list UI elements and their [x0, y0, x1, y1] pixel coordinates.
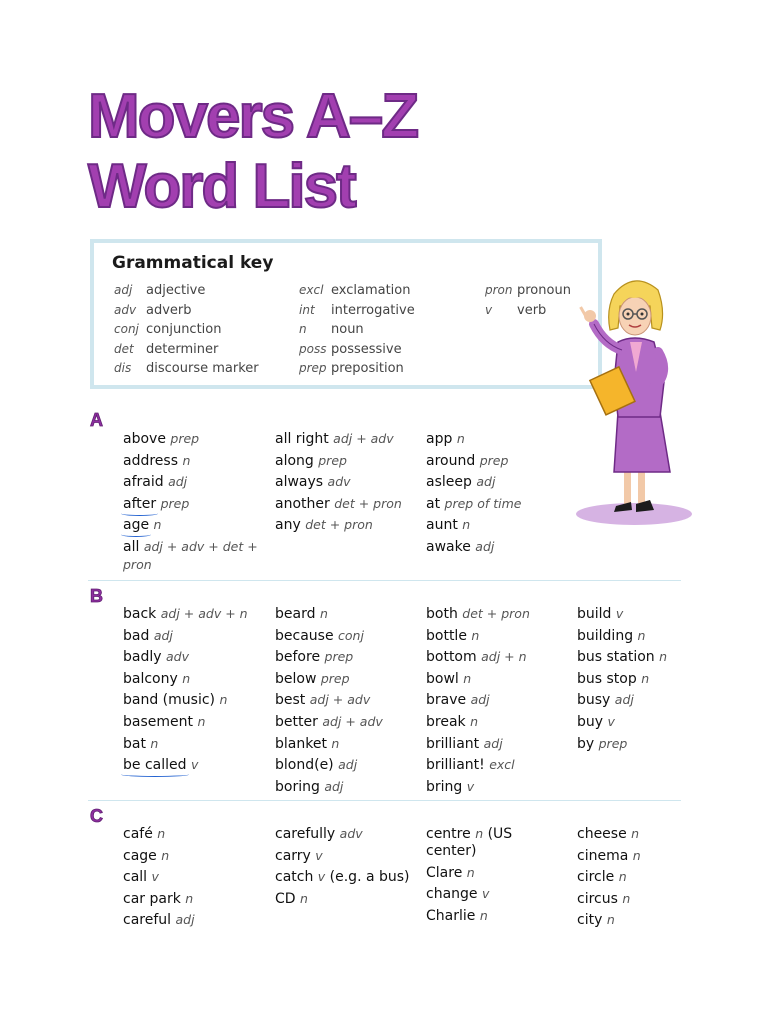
word-note: (e.g. a bus) — [329, 869, 410, 886]
word: change — [426, 886, 478, 903]
key-row — [299, 283, 415, 303]
word: bus stop — [577, 670, 637, 687]
word: bottle — [426, 627, 467, 644]
word-entry — [275, 627, 415, 645]
part-of-speech: n — [606, 912, 615, 928]
word-entry — [426, 495, 566, 513]
word-entry — [426, 825, 566, 860]
key-label: verb — [517, 302, 547, 318]
part-of-speech: n — [632, 847, 641, 863]
part-of-speech: n — [622, 890, 631, 906]
key-abbreviation: prep — [299, 361, 327, 375]
word-entry — [275, 778, 415, 796]
word: above — [123, 431, 166, 447]
word-entry — [426, 735, 566, 753]
word-entry — [577, 868, 717, 886]
part-of-speech: v — [151, 869, 159, 885]
word: below — [275, 670, 317, 687]
part-of-speech: prep of time — [444, 495, 522, 511]
section-b-column-3 — [426, 605, 566, 799]
word-entry — [123, 452, 263, 470]
word-entry — [426, 605, 566, 623]
word: all right — [275, 431, 329, 447]
part-of-speech: adj — [175, 912, 195, 928]
key-label: exclamation — [331, 283, 411, 298]
word: car park — [123, 890, 181, 907]
word: break — [426, 713, 466, 730]
part-of-speech: n — [463, 670, 472, 686]
part-of-speech: n — [153, 517, 162, 533]
word: build — [577, 606, 612, 622]
key-abbreviation: n — [299, 322, 307, 336]
word-entry — [577, 825, 717, 843]
word: bring — [426, 778, 463, 795]
key-row — [299, 361, 415, 381]
word-entry — [123, 627, 263, 645]
word: basement — [123, 713, 193, 730]
word-entry — [577, 691, 717, 709]
word: band (music) — [123, 692, 215, 709]
key-abbreviation: int — [299, 302, 315, 317]
word: bat — [123, 735, 146, 752]
part-of-speech: n — [631, 826, 640, 841]
part-of-speech: adj — [476, 474, 496, 490]
key-label: conjunction — [146, 322, 222, 337]
part-of-speech: n — [641, 670, 650, 686]
part-of-speech: n — [331, 735, 340, 751]
section-a-column-3 — [426, 430, 566, 560]
part-of-speech: n — [197, 713, 206, 729]
key-row — [114, 342, 259, 362]
key-row — [299, 322, 415, 342]
word-entry — [123, 473, 263, 491]
key-row — [114, 303, 259, 323]
section-letter-b: B — [90, 586, 103, 606]
word-entry — [275, 847, 415, 865]
part-of-speech: adv — [339, 826, 363, 841]
word-entry — [426, 907, 566, 925]
word: all — [123, 538, 140, 555]
word-entry — [123, 538, 263, 574]
grammatical-key-box — [90, 239, 602, 389]
word: awake — [426, 538, 471, 555]
title-line-2: Word List — [88, 152, 355, 221]
part-of-speech: n — [300, 890, 308, 906]
word-entry — [123, 691, 263, 709]
key-row — [485, 283, 571, 303]
word-entry — [275, 670, 415, 688]
word: Charlie — [426, 907, 476, 924]
word-entry — [275, 605, 415, 623]
word-entry — [123, 847, 263, 865]
word-entry — [426, 627, 566, 645]
word: balcony — [123, 670, 178, 687]
key-abbreviation: poss — [299, 341, 327, 356]
word-entry — [426, 648, 566, 666]
word-entry — [577, 911, 717, 929]
key-abbreviation: v — [485, 302, 493, 317]
word: best — [275, 692, 306, 709]
section-letter-a: A — [90, 410, 103, 430]
word-entry — [275, 648, 415, 666]
part-of-speech: adj — [614, 692, 634, 708]
word: carry — [275, 847, 311, 864]
word: cinema — [577, 847, 629, 864]
word: bottom — [426, 649, 477, 666]
word: call — [123, 869, 148, 886]
word: better — [275, 713, 318, 730]
word: blanket — [275, 735, 327, 752]
word-entry — [275, 735, 415, 753]
word: bus station — [577, 649, 655, 666]
word: because — [275, 627, 334, 644]
part-of-speech: n — [157, 826, 166, 841]
part-of-speech: v — [317, 869, 326, 885]
word: cage — [123, 847, 157, 864]
key-column-2 — [299, 283, 415, 381]
key-abbreviation: adv — [114, 302, 137, 317]
part-of-speech: det + pron — [305, 517, 373, 533]
word: Clare — [426, 864, 463, 881]
word: brave — [426, 692, 467, 709]
page-title — [88, 82, 417, 222]
word-entry — [275, 452, 415, 470]
word: CD — [275, 890, 296, 907]
word: around — [426, 452, 476, 469]
section-b-column-2 — [275, 605, 415, 799]
word-entry — [426, 516, 566, 534]
part-of-speech: adj — [153, 627, 173, 643]
key-row — [114, 283, 259, 303]
word: circle — [577, 869, 615, 886]
key-column-3 — [485, 283, 571, 322]
key-label: interrogative — [331, 302, 415, 318]
key-abbreviation: pron — [485, 283, 513, 297]
word-entry — [123, 648, 263, 666]
part-of-speech: n — [475, 826, 484, 841]
section-a-column-2 — [275, 430, 415, 538]
part-of-speech: n — [185, 890, 194, 906]
word: bad — [123, 627, 150, 644]
part-of-speech: n — [456, 431, 465, 446]
word-entry — [426, 473, 566, 491]
part-of-speech: prep — [320, 670, 350, 686]
word: before — [275, 649, 321, 666]
word-entry — [123, 825, 263, 843]
part-of-speech: adj + adv + n — [160, 606, 248, 621]
key-heading: Grammatical key — [112, 253, 274, 273]
word: along — [275, 452, 314, 469]
word-entry — [275, 756, 415, 774]
word: after — [123, 495, 157, 512]
word: carefully — [275, 826, 336, 842]
part-of-speech: prep — [598, 735, 628, 751]
word: age — [123, 517, 150, 534]
word-entry — [123, 868, 263, 886]
key-label: pronoun — [517, 283, 571, 298]
word: always — [275, 474, 324, 491]
part-of-speech: v — [481, 886, 490, 902]
part-of-speech: n — [659, 649, 668, 665]
part-of-speech: n — [182, 452, 191, 468]
part-of-speech: adj + adv + det + pron — [123, 538, 258, 572]
key-row — [485, 303, 571, 323]
part-of-speech: adj — [338, 757, 358, 773]
word-entry — [275, 473, 415, 491]
key-abbreviation: dis — [114, 361, 132, 375]
part-of-speech: prep — [160, 495, 190, 511]
section-c-column-3 — [426, 825, 566, 928]
part-of-speech: v — [607, 713, 615, 729]
word-entry — [426, 430, 566, 448]
key-row — [114, 322, 259, 342]
part-of-speech: n — [637, 627, 646, 643]
part-of-speech: n — [470, 713, 479, 729]
section-divider — [88, 580, 681, 581]
part-of-speech: v — [315, 847, 323, 863]
word: blond(e) — [275, 757, 334, 774]
word: another — [275, 495, 330, 512]
part-of-speech: n — [618, 869, 627, 885]
section-a-column-1 — [123, 430, 263, 578]
word-entry — [275, 495, 415, 513]
part-of-speech: adv — [165, 649, 189, 665]
part-of-speech: n — [150, 735, 159, 751]
key-label: adverb — [146, 302, 192, 318]
section-letter-c: C — [90, 806, 103, 826]
key-abbreviation: conj — [114, 322, 139, 336]
word-entry — [426, 778, 566, 796]
word-entry — [275, 516, 415, 534]
part-of-speech: det + pron — [334, 495, 402, 511]
word-entry — [426, 670, 566, 688]
word-entry — [426, 452, 566, 470]
word-entry — [123, 890, 263, 908]
part-of-speech: prep — [479, 452, 509, 468]
word: centre — [426, 826, 471, 842]
word-entry — [275, 825, 415, 843]
part-of-speech: n — [182, 670, 191, 686]
word-entry — [577, 648, 717, 666]
word-entry — [577, 670, 717, 688]
key-row — [114, 361, 259, 381]
word: busy — [577, 692, 611, 709]
word: both — [426, 606, 458, 622]
word: city — [577, 912, 603, 929]
word-entry — [426, 538, 566, 556]
word-entry — [577, 713, 717, 731]
part-of-speech: prep — [170, 431, 200, 446]
word-entry — [123, 713, 263, 731]
part-of-speech: excl — [489, 757, 515, 773]
word: boring — [275, 778, 320, 795]
word-entry — [123, 670, 263, 688]
word: cheese — [577, 826, 627, 842]
word-entry — [123, 516, 263, 534]
word: aunt — [426, 517, 458, 534]
part-of-speech: v — [190, 757, 199, 773]
section-c-column-1 — [123, 825, 263, 933]
word-entry — [426, 713, 566, 731]
word-entry — [123, 430, 263, 448]
key-abbreviation: adj — [114, 283, 133, 297]
teacher-pointing-icon — [574, 272, 698, 532]
word-entry — [577, 847, 717, 865]
word: any — [275, 517, 301, 534]
key-abbreviation: det — [114, 341, 134, 356]
word: badly — [123, 649, 162, 666]
section-c-column-2 — [275, 825, 415, 911]
word-entry — [577, 735, 717, 753]
part-of-speech: n — [479, 907, 488, 923]
part-of-speech: n — [161, 847, 170, 863]
word: brilliant — [426, 735, 480, 752]
part-of-speech: adv — [327, 474, 351, 490]
key-abbreviation: excl — [299, 283, 324, 297]
word-entry — [426, 864, 566, 882]
part-of-speech: v — [466, 778, 475, 794]
word: be called — [123, 757, 187, 774]
part-of-speech: det + pron — [462, 606, 530, 621]
word-entry — [426, 756, 566, 774]
key-label: determiner — [146, 341, 219, 357]
word-entry — [275, 713, 415, 731]
word: address — [123, 452, 179, 469]
word: afraid — [123, 474, 164, 491]
key-label: preposition — [331, 361, 404, 376]
title-line-1: Movers A–Z — [88, 82, 418, 151]
word-entry — [426, 691, 566, 709]
part-of-speech: n — [462, 517, 471, 533]
key-label: discourse marker — [146, 361, 259, 376]
word-entry — [275, 691, 415, 709]
word-entry — [426, 885, 566, 903]
key-column-1 — [114, 283, 259, 381]
word: catch — [275, 869, 314, 886]
word-entry — [275, 890, 415, 908]
word: building — [577, 627, 634, 644]
word-entry — [577, 627, 717, 645]
key-label: noun — [331, 322, 364, 337]
section-divider — [88, 800, 681, 801]
word: by — [577, 735, 595, 752]
word-entry — [275, 430, 415, 448]
part-of-speech: adj — [475, 538, 495, 554]
word: app — [426, 431, 453, 447]
word-entry — [123, 756, 263, 774]
part-of-speech: adj — [483, 735, 503, 751]
part-of-speech: adj + adv — [333, 431, 394, 446]
key-row — [299, 342, 415, 362]
part-of-speech: n — [471, 627, 480, 643]
part-of-speech: n — [319, 606, 328, 621]
word: beard — [275, 606, 316, 622]
key-label: possessive — [331, 341, 402, 357]
word: bowl — [426, 670, 459, 687]
key-label: adjective — [146, 283, 206, 298]
word: careful — [123, 912, 172, 929]
word: at — [426, 495, 441, 512]
word-note: (US center) — [426, 826, 513, 859]
word-entry — [123, 495, 263, 513]
word: café — [123, 826, 153, 842]
part-of-speech: adj + n — [481, 649, 527, 665]
word-entry — [577, 605, 717, 623]
word-entry — [123, 735, 263, 753]
section-b-column-4 — [577, 605, 717, 756]
word-entry — [123, 911, 263, 929]
word-entry — [275, 868, 415, 886]
part-of-speech: adj — [470, 692, 490, 708]
word: asleep — [426, 474, 472, 491]
key-row — [299, 303, 415, 323]
part-of-speech: adj — [168, 474, 188, 490]
part-of-speech: n — [219, 692, 228, 708]
section-b-column-1 — [123, 605, 263, 778]
part-of-speech: prep — [324, 649, 354, 665]
part-of-speech: conj — [338, 627, 364, 643]
section-c-column-4 — [577, 825, 717, 933]
word: circus — [577, 890, 618, 907]
part-of-speech: v — [615, 606, 624, 621]
word-entry — [577, 890, 717, 908]
part-of-speech: adj + adv — [322, 713, 383, 729]
word: back — [123, 606, 157, 622]
part-of-speech: n — [466, 864, 475, 880]
part-of-speech: adj + adv — [309, 692, 371, 708]
part-of-speech: prep — [318, 452, 347, 468]
word-entry — [123, 605, 263, 623]
part-of-speech: adj — [324, 778, 344, 794]
word: buy — [577, 713, 604, 730]
word: brilliant! — [426, 757, 485, 774]
